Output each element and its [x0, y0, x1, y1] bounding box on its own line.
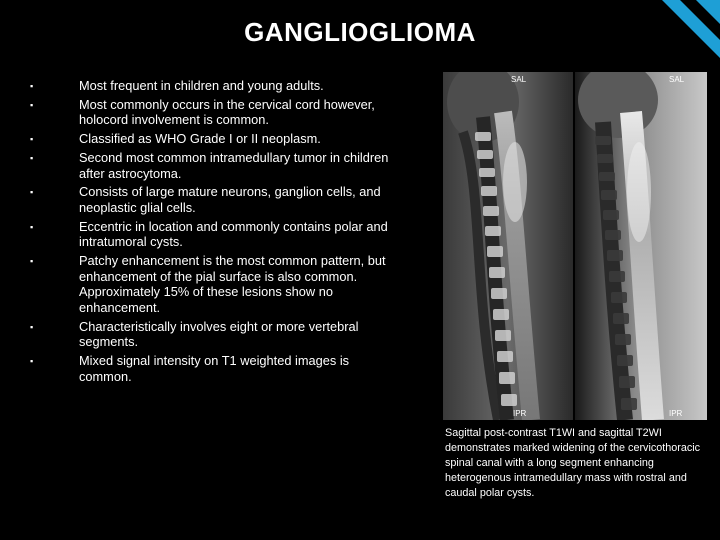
bullet-icon: ▪	[30, 356, 34, 366]
t2-top-label: SAL	[669, 75, 685, 84]
slide-title: GANGLIOGLIOMA	[244, 17, 476, 47]
mri-t2-image	[575, 72, 707, 420]
mri-sagittal-images	[443, 72, 707, 420]
bullet-icon: ▪	[30, 99, 34, 110]
bullet-icon: ▪	[30, 134, 34, 145]
t1-top-label: SAL	[511, 75, 527, 84]
mri-image-panel	[443, 72, 707, 420]
bullet-text: Most frequent in children and young adults.	[79, 78, 324, 93]
bullet-item	[30, 353, 390, 384]
bullet-icon: ▪	[30, 187, 34, 198]
bullet-icon: ▪	[30, 221, 34, 232]
image-caption: Sagittal post-contrast T1WI and sagittal T2WI demonstrates marked widening of the cervicothoracic spinal canal with a long segment enhancing heterogenous intramedullary mass with rostral and caudal polar cysts.	[445, 427, 701, 499]
bullet-text: Second most common intramedullary tumor in children after astrocytoma.	[79, 149, 389, 181]
bullet-item	[30, 253, 390, 315]
bullet-text: Mixed signal intensity on T1 weighted images is common.	[79, 353, 350, 384]
bullet-item	[30, 97, 390, 128]
bullet-icon: ▪	[30, 81, 34, 91]
bullet-item	[30, 219, 390, 250]
bullet-text: Consists of large mature neurons, ganglion cells, and neoplastic glial cells.	[79, 184, 381, 215]
bullet-item	[30, 131, 390, 147]
mri-t1-image	[443, 72, 573, 420]
bullet-item	[30, 184, 390, 215]
bullet-item	[30, 150, 390, 181]
bullet-text: Eccentric in location and commonly contains polar and intratumoral cysts.	[79, 218, 388, 250]
bullet-text: Classified as WHO Grade I or II neoplasm.	[79, 131, 321, 147]
bullet-icon: ▪	[30, 321, 34, 332]
bullet-item	[30, 319, 390, 350]
bullet-list	[30, 78, 390, 387]
bullet-text: Most commonly occurs in the cervical cord however, holocord involvement is common.	[79, 96, 375, 128]
bullet-text: Patchy enhancement is the most common pattern, but enhancement of the pial surface is also common. Approximately 15% of these lesions show no enhancement.	[79, 253, 386, 315]
bullet-text: Characteristically involves eight or more vertebral segments.	[79, 318, 359, 350]
t2-bottom-label: IPR	[669, 409, 683, 418]
bullet-icon: ▪	[30, 256, 34, 267]
bullet-icon: ▪	[30, 152, 34, 163]
t1-bottom-label: IPR	[513, 409, 527, 418]
bullet-item	[30, 78, 390, 94]
